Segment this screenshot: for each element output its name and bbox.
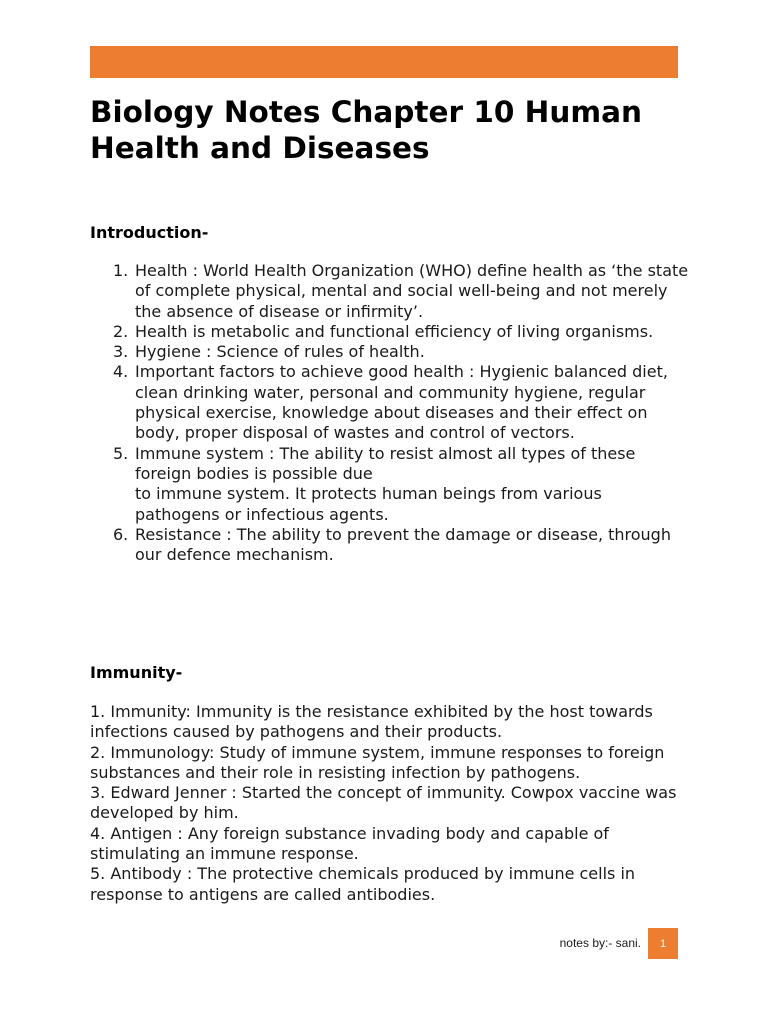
list-item bbox=[90, 362, 690, 443]
list-item bbox=[90, 261, 690, 322]
list-item-text: Health is metabolic and functional efficiency of living organisms. bbox=[135, 321, 654, 341]
list-item bbox=[90, 525, 690, 566]
section-heading-immunity: Immunity- bbox=[90, 663, 183, 682]
immunity-item: 5. Antibody : The protective chemicals produced by immune cells in response to antigens are called antibodies. bbox=[90, 864, 636, 904]
list-item bbox=[90, 342, 690, 362]
list-number: 6. bbox=[113, 524, 129, 544]
list-item-text: Important factors to achieve good health : Hygienic balanced diet, clean drinking water, personal and community hygiene, regular physical exercise, knowledge about diseases and their effect on body, proper disposal of wastes and control of vectors. bbox=[135, 362, 668, 443]
list-item-text-continued: to immune system. It protects human beings from various pathogens or infectious agents. bbox=[135, 484, 602, 524]
list-number: 3. bbox=[113, 342, 129, 362]
list-item-text: Hygiene : Science of rules of health. bbox=[135, 342, 425, 362]
immunity-list bbox=[90, 702, 690, 905]
list-item bbox=[90, 444, 690, 525]
header-accent-bar bbox=[90, 46, 678, 78]
page-number-badge bbox=[648, 928, 678, 959]
list-number: 4. bbox=[113, 362, 129, 382]
list-item-text: Immune system : The ability to resist almost all types of these foreign bodies is possible due bbox=[135, 443, 636, 483]
immunity-item: 1. Immunity: Immunity is the resistance exhibited by the host towards infections caused by pathogens and their products. bbox=[90, 702, 653, 742]
list-item-text: Health : World Health Organization (WHO) define health as ‘the state of complete physical, mental and social well-being and not merely the absence of disease or infirmity’. bbox=[135, 261, 689, 321]
page-title: Biology Notes Chapter 10 Human Health and Diseases bbox=[90, 95, 643, 165]
list-number: 2. bbox=[113, 321, 129, 341]
section-heading-introduction: Introduction- bbox=[90, 223, 209, 242]
footer-credit: notes by:- sani. bbox=[559, 936, 641, 950]
immunity-item: 3. Edward Jenner : Started the concept of immunity. Cowpox vaccine was developed by him. bbox=[90, 783, 677, 823]
list-number: 5. bbox=[113, 443, 129, 463]
list-item-text: Resistance : The ability to prevent the damage or disease, through our defence mechanism. bbox=[135, 524, 671, 565]
introduction-list bbox=[90, 261, 690, 565]
list-number: 1. bbox=[113, 261, 129, 280]
list-item bbox=[90, 322, 690, 342]
immunity-item: 2. Immunology: Study of immune system, immune responses to foreign substances and their role in resisting infection by pathogens. bbox=[90, 742, 665, 782]
page-number: 1 bbox=[659, 937, 667, 950]
immunity-item: 4. Antigen : Any foreign substance invading body and capable of stimulating an immune response. bbox=[90, 823, 609, 864]
